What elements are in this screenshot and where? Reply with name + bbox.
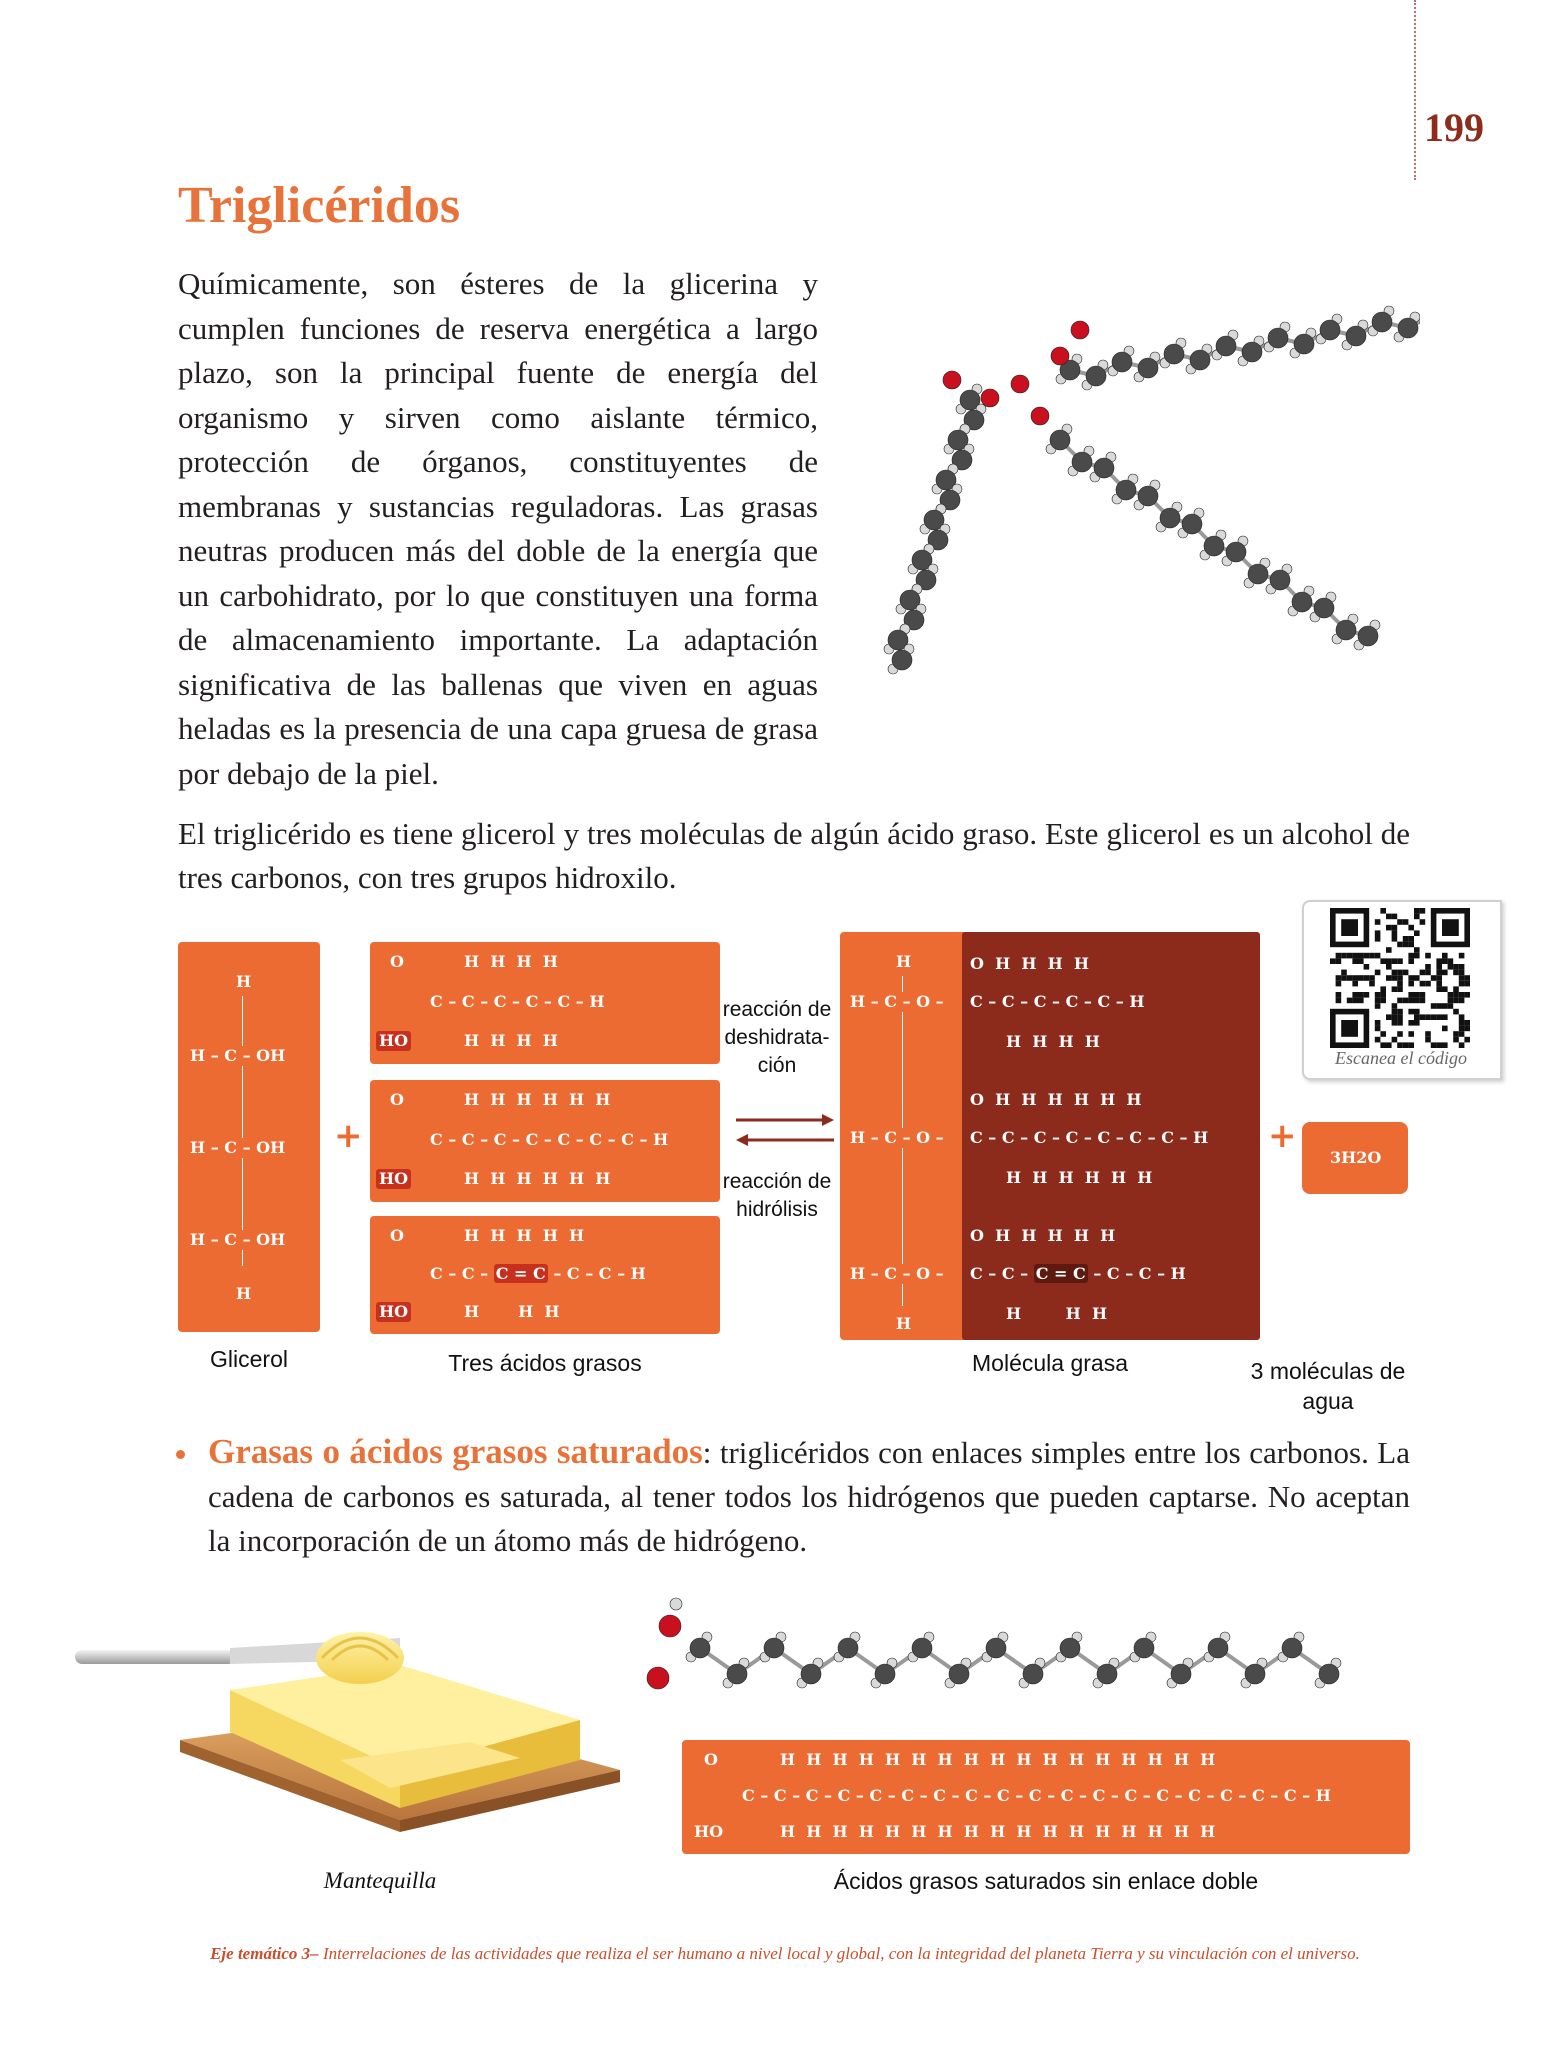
carbon-atom	[1060, 1638, 1080, 1658]
acid3-o: O	[390, 1226, 404, 1245]
fat-link-3: H – C – O –	[850, 1264, 944, 1283]
footer-text: Interrelaciones de las actividades que realiza el ser humano a nivel local y global, con la integridad del planeta Tierra y su vinculación con el universo.	[318, 1944, 1360, 1963]
glycerol-box	[178, 942, 320, 1332]
sat-o: O	[704, 1750, 718, 1769]
qr-code[interactable]	[1330, 908, 1470, 1048]
carbon-atom	[1398, 318, 1418, 338]
hydrogen-atom	[670, 1598, 682, 1610]
acid2-bottom: H H H H H H	[464, 1169, 611, 1188]
carbon-atom	[1164, 344, 1184, 364]
carbon-atom	[1094, 458, 1114, 478]
intro-paragraph: Químicamente, son ésteres de la glicerina y cumplen funciones de reserva energética a largo plazo, son la principal fuente de energía del organismo y sirven como aislante térmico, protección de órganos, constituyentes de membranas y sustancias reguladoras. Las grasas neutras producen más del doble de la energía que un carbohidrato, por lo que constituyen una forma de almacenamiento importante. La adaptación significativa de las ballenas que viven en aguas heladas es la presencia de una capa gruesa de grasa por debajo de la piel.	[178, 266, 818, 791]
acid3-bottom: H H H	[464, 1302, 560, 1321]
carbon-atom	[1134, 1638, 1154, 1658]
carbon-atom	[1346, 326, 1366, 346]
oxygen-atom	[1071, 321, 1089, 339]
acid3-ho: HO	[376, 1302, 411, 1322]
carbon-atom	[764, 1638, 784, 1658]
glycerol-oh-2: H – C – OH	[190, 1138, 286, 1157]
carbon-atom	[1336, 620, 1356, 640]
carbon-atom	[690, 1638, 710, 1658]
carbon-atom	[1204, 536, 1224, 556]
glycerol-label: Glicerol	[210, 1346, 288, 1372]
section-title: Triglicéridos	[178, 177, 461, 234]
carbon-atom	[1314, 598, 1334, 618]
carbon-atom	[1116, 480, 1136, 500]
bullet-dot	[176, 1450, 185, 1459]
footer-prefix: Eje temático 3–	[210, 1944, 319, 1963]
fat-chain2: C – C – C – C – C – C – C – H	[970, 1128, 1209, 1147]
sat-top: H H H H H H H H H H H H H H H H H	[780, 1750, 1216, 1769]
glycerol-oh-1: H – C – OH	[190, 1046, 286, 1065]
carbon-atom	[1282, 1638, 1302, 1658]
dehydration-label: reacción de deshidrata-ción	[722, 998, 832, 1077]
fat-double-bond: C = C	[1035, 1264, 1086, 1283]
carbon-atom	[1216, 336, 1236, 356]
carbon-atom	[801, 1664, 821, 1684]
acid3-top: H H H H H	[464, 1226, 585, 1245]
oxygen-atom	[1011, 375, 1029, 393]
carbon-atom	[1086, 366, 1106, 386]
fat-chain3-a: C – C –	[970, 1264, 1034, 1283]
acid2-o: O	[390, 1090, 404, 1109]
hydrolysis-label: reacción de hidrólisis	[722, 1170, 832, 1221]
glycerol-bottom-h: H	[236, 1284, 252, 1303]
fat-chain3-bottom: H H H	[1006, 1304, 1108, 1323]
carbon-atom	[892, 650, 912, 670]
carbon-atom	[1248, 564, 1268, 584]
fat-chain1-bottom: H H H H	[1006, 1032, 1100, 1051]
carbon-atom	[1112, 352, 1132, 372]
carbon-atom	[1208, 1638, 1228, 1658]
glycerol-paragraph: El triglicérido es tiene glicerol y tres moléculas de algún ácido graso. Este glicerol es un alcohol de tres carbonos, con tres grupos hidroxilo.	[178, 816, 1410, 895]
carbon-atom	[1320, 320, 1340, 340]
saturated-fatty-acid-model	[640, 1586, 1380, 1716]
plus-sign: +	[334, 1116, 363, 1156]
saturated-formula-box	[682, 1740, 1410, 1854]
sat-chain: C – C – C – C – C – C – C – C – C – C – C – C – C – C – C – C – C – C – H	[742, 1786, 1331, 1805]
carbon-atom	[1097, 1664, 1117, 1684]
fatty-acid-box-3	[370, 1216, 720, 1334]
carbon-atom	[1190, 350, 1210, 370]
fat-top-h: H	[896, 952, 912, 971]
carbon-atom	[1294, 334, 1314, 354]
oxygen-atom	[1051, 347, 1069, 365]
fat-chain2-top: O H H H H H H	[970, 1090, 1142, 1109]
fatty-acid-box-1	[370, 942, 720, 1064]
water-formula: 3H2O	[1330, 1148, 1382, 1167]
carbon-atom	[949, 1664, 969, 1684]
oxygen-atom	[943, 371, 961, 389]
fatty-acid-box-2	[370, 1080, 720, 1202]
carbon-atom	[1138, 358, 1158, 378]
carbon-atom	[1372, 312, 1392, 332]
qr-caption: Escanea el código	[1335, 1048, 1467, 1068]
fat-link-1: H – C – O –	[850, 992, 944, 1011]
glycerol-top-h: H	[236, 972, 252, 991]
oxygen-atom	[1031, 407, 1049, 425]
page-number: 199	[1424, 105, 1484, 150]
saturated-heading: Grasas o ácidos grasos saturados	[208, 1432, 703, 1471]
fatty-acids-label: Tres ácidos grasos	[448, 1350, 642, 1376]
triglyceride-molecule-image	[860, 290, 1420, 690]
carbon-atom	[986, 1638, 1006, 1658]
acid3-chain-b: – C – C – H	[547, 1264, 646, 1283]
oxygen-atom	[981, 389, 999, 407]
carbon-atom	[1072, 452, 1092, 472]
carbon-atom	[838, 1638, 858, 1658]
butter-caption: Mantequilla	[323, 1868, 437, 1893]
sat-ho: HO	[694, 1822, 724, 1841]
saturated-formula-caption: Ácidos grasos saturados sin enlace doble	[833, 1868, 1259, 1894]
carbon-atom	[1050, 430, 1070, 450]
fat-chain3-b: – C – C – H	[1087, 1264, 1186, 1283]
carbon-atom	[1245, 1664, 1265, 1684]
fat-molecule-label: Molécula grasa	[972, 1350, 1128, 1376]
acid1-o: O	[390, 952, 404, 971]
fat-chain1-top: O H H H H	[970, 954, 1089, 973]
fat-chain2-bottom: H H H H H H	[1006, 1168, 1153, 1187]
carbon-atom	[1292, 592, 1312, 612]
fat-chain3-top: O H H H H H	[970, 1226, 1116, 1245]
water-label: 3 moléculas de agua	[1250, 1358, 1406, 1414]
carbon-atom	[1242, 342, 1262, 362]
fat-bottom-h: H	[896, 1314, 912, 1333]
acid2-chain: C – C – C – C – C – C – C – H	[430, 1130, 669, 1149]
plus-sign-water: +	[1268, 1116, 1297, 1156]
acid3-chain-a: C – C –	[430, 1264, 494, 1283]
saturated-description: : triglicéridos con enlaces simples entre los carbonos. La cadena de carbonos es saturada, al tener todos los hidrógenos que pueden captarse. No aceptan la incorporación de un átomo más de hidrógeno.	[208, 1435, 1410, 1558]
acid2-top: H H H H H H	[464, 1090, 611, 1109]
fat-link-2: H – C – O –	[850, 1128, 944, 1147]
carbon-atom	[875, 1664, 895, 1684]
carbon-atom	[1138, 486, 1158, 506]
carbon-atom	[1319, 1664, 1339, 1684]
oxygen-atom	[647, 1667, 669, 1689]
water-box	[1302, 1122, 1408, 1194]
acid1-top: H H H H	[464, 952, 558, 971]
glycerol-oh-3: H – C – OH	[190, 1230, 286, 1249]
carbon-atom	[1023, 1664, 1043, 1684]
carbon-atom	[1226, 542, 1246, 562]
footer	[160, 1944, 1410, 1964]
fat-chain1: C – C – C – C – C – H	[970, 992, 1145, 1011]
acid3-double-bond: C = C	[495, 1264, 546, 1283]
carbon-atom	[1171, 1664, 1191, 1684]
butter-image	[70, 1610, 630, 1840]
page-divider	[1414, 0, 1416, 180]
carbon-atom	[1358, 626, 1378, 646]
acid2-ho: HO	[376, 1169, 411, 1189]
carbon-atom	[1182, 514, 1202, 534]
acid1-bottom: H H H H	[464, 1031, 558, 1050]
carbon-atom	[1270, 570, 1290, 590]
carbon-atom	[727, 1664, 747, 1684]
carbon-atom	[1160, 508, 1180, 528]
carbon-atom	[1268, 328, 1288, 348]
acid1-chain: C – C – C – C – C – H	[430, 992, 605, 1011]
fat-molecule-box	[840, 932, 1260, 1340]
saturated-fats-text	[208, 1430, 1410, 1563]
acid1-ho: HO	[376, 1031, 411, 1051]
carbon-atom	[912, 1638, 932, 1658]
oxygen-atom	[659, 1615, 681, 1637]
reaction-arrows	[730, 1110, 840, 1150]
sat-bottom: H H H H H H H H H H H H H H H H H	[780, 1822, 1216, 1841]
